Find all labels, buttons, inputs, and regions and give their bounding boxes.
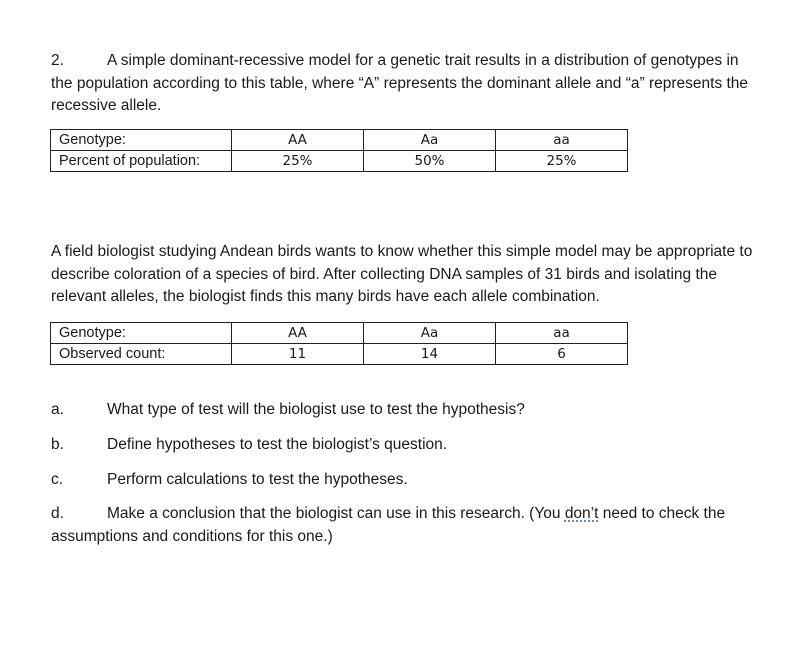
paragraph-line-3: relevant alleles, the biologist finds this many birds have each allele combination. <box>51 288 600 305</box>
table-cell: 25% <box>496 151 628 172</box>
question-a <box>51 399 776 422</box>
table-cell: 50% <box>364 151 496 172</box>
table-cell: AA <box>232 323 364 344</box>
table-cell: Aa <box>364 323 496 344</box>
spellcheck-marked-word: don’t <box>564 505 599 522</box>
question-text-end: need to check the <box>598 505 726 522</box>
question-label: b. <box>51 436 64 453</box>
problem-number: 2. <box>51 52 64 69</box>
question-d <box>51 503 776 549</box>
table-row <box>51 323 628 344</box>
table-row <box>51 130 628 151</box>
paragraph-line-1: A field biologist studying Andean birds wants to know whether this simple model may be appropriate to <box>51 243 753 260</box>
population-distribution-table <box>50 129 628 172</box>
table-cell: 11 <box>232 344 364 365</box>
paragraph-line-2: describe coloration of a species of bird. After collecting DNA samples of 31 birds and isolating the <box>51 265 718 283</box>
table-cell: Aa <box>364 130 496 151</box>
intro-line-3: recessive allele. <box>51 97 162 114</box>
observed-count-header: Observed count: <box>51 344 232 365</box>
percent-header: Percent of population: <box>51 151 232 172</box>
genotype-header: Genotype: <box>51 323 232 344</box>
table-cell: aa <box>496 323 628 344</box>
question-text: Perform calculations to test the hypotheses. <box>107 471 408 488</box>
question-text: Define hypotheses to test the biologist’s question. <box>107 436 448 453</box>
table-row <box>51 344 628 365</box>
table-cell: 25% <box>232 151 364 172</box>
question-b <box>51 434 776 457</box>
problem-intro <box>51 50 776 118</box>
question-text: What type of test will the biologist use to test the hypothesis? <box>107 401 525 418</box>
question-c <box>51 469 776 492</box>
question-label: d. <box>51 505 64 522</box>
table-cell: aa <box>496 130 628 151</box>
genotype-header: Genotype: <box>51 130 232 151</box>
question-text-line-2: assumptions and conditions for this one.) <box>51 527 333 545</box>
question-label: a. <box>51 401 64 418</box>
table-cell: AA <box>232 130 364 151</box>
question-text <box>107 503 725 526</box>
question-text-start: Make a conclusion that the biologist can use in this research. (You <box>107 505 565 522</box>
question-label: c. <box>51 471 64 488</box>
table-cell: 6 <box>496 344 628 365</box>
observed-count-table <box>50 322 628 365</box>
table-row <box>51 151 628 172</box>
intro-line-2: the population according to this table, where “A” represents the dominant allele and “a” represents the <box>51 74 749 92</box>
intro-line-1: A simple dominant-recessive model for a genetic trait results in a distribution of genotypes in <box>107 52 739 69</box>
field-study-paragraph <box>51 241 776 309</box>
table-cell: 14 <box>364 344 496 365</box>
